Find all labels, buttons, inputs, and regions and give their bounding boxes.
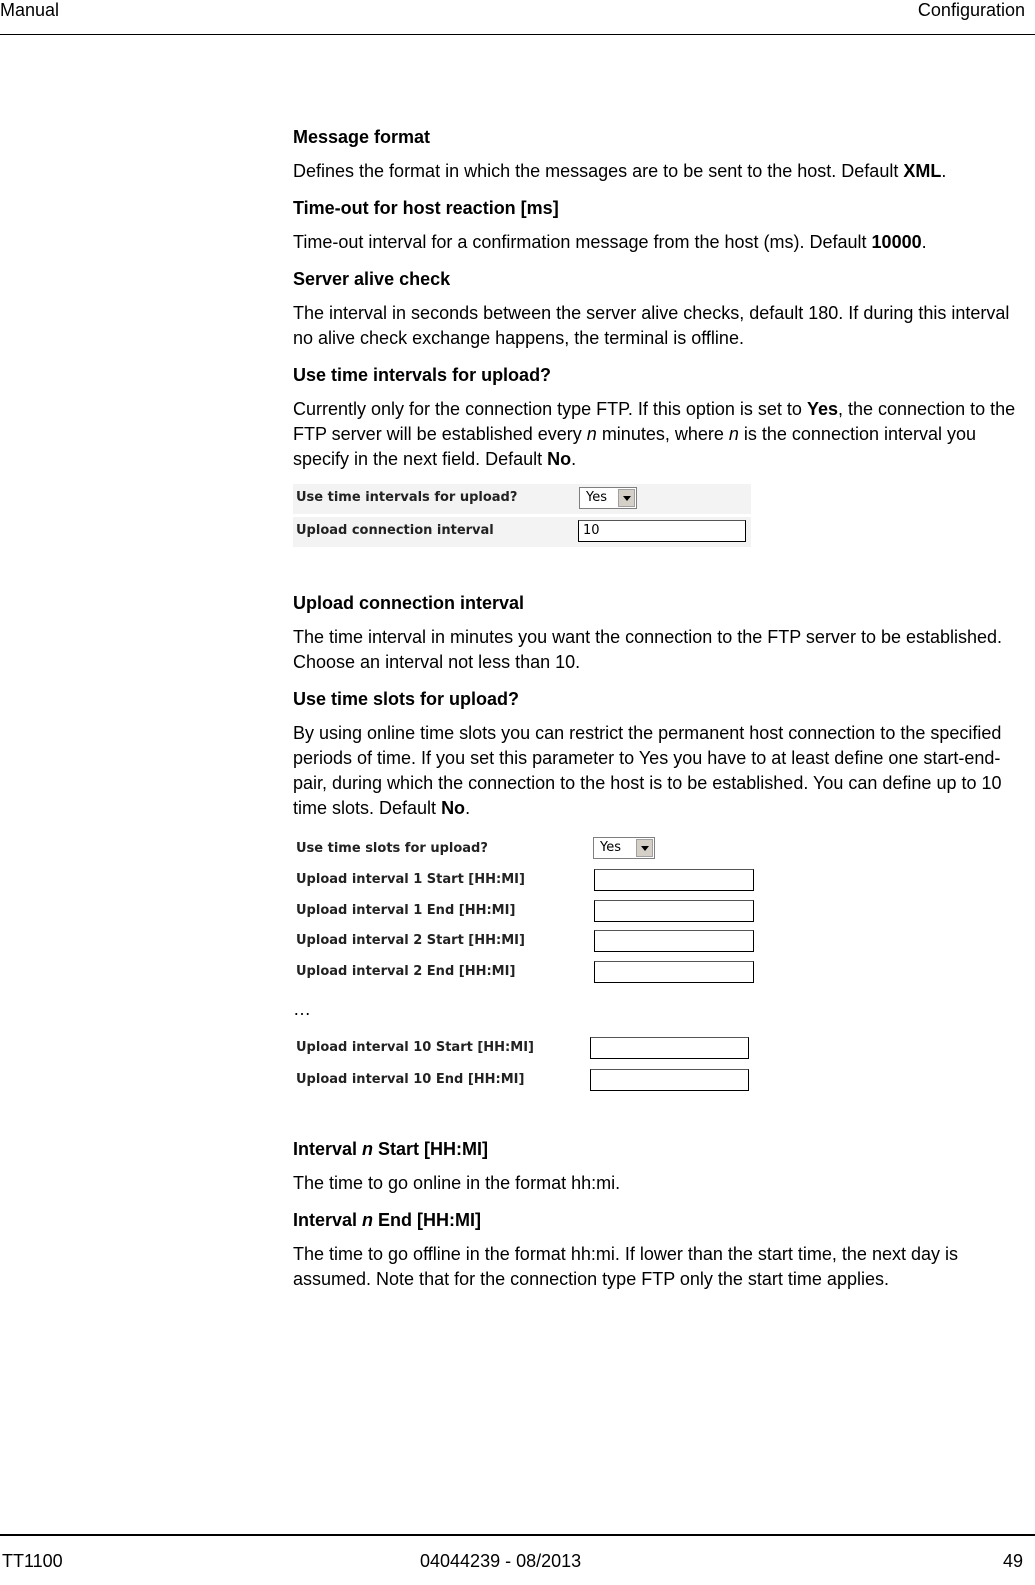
heading-use-slots: Use time slots for upload? <box>293 689 520 709</box>
time-slots-form <box>293 833 763 1095</box>
text-timeout-body: Time-out interval for a confirmation message from the host (ms). Default <box>293 232 872 252</box>
heading-timeout: Time-out for host reaction [ms] <box>293 198 559 218</box>
slot-input[interactable] <box>590 1069 749 1091</box>
text-use-slots-body: By using online time slots you can restrict the permanent host connection to the specified periods of time. If you set this parameter to Yes you have to at least define one start-end-pair, during which the connection to the host is to be established. You can define up to 10 time slots. Default <box>293 723 1002 818</box>
footer-product: TT1100 <box>2 1551 63 1571</box>
interval-settings-form <box>293 484 751 547</box>
heading-interval-start <box>293 1137 1023 1161</box>
slot-label: Upload interval 10 End [HH:MI] <box>296 1072 525 1087</box>
use-slots-select[interactable] <box>593 837 655 859</box>
page-header <box>0 0 1035 35</box>
text-timeout <box>293 230 1023 255</box>
use-intervals-label: Use time intervals for upload? <box>296 490 518 505</box>
var-n: n <box>586 424 597 444</box>
slot-label: Upload interval 2 Start [HH:MI] <box>296 933 525 948</box>
ellipsis: … <box>293 999 311 1019</box>
text-interval-end: The time to go offline in the format hh:mi. If lower than the start time, the next day is assumed. Note that for the connection type FTP only the start time applies. <box>293 1244 958 1289</box>
text-use-slots <box>293 721 1023 821</box>
chevron-down-icon[interactable] <box>636 839 653 857</box>
slot-input[interactable] <box>594 930 754 952</box>
interval-label: Upload connection interval <box>296 523 494 538</box>
page-footer <box>0 1534 1035 1585</box>
default-value: No <box>547 449 572 469</box>
text-part: minutes, where <box>596 424 729 444</box>
chevron-down-icon[interactable] <box>618 489 635 507</box>
heading-upload-interval: Upload connection interval <box>293 593 525 613</box>
header-right: Configuration <box>917 0 1025 20</box>
heading-message-format: Message format <box>293 127 431 147</box>
text-message-format-body: Defines the format in which the messages are to be sent to the host. Default <box>293 161 904 181</box>
text-part: is the connection interval you specify in the next field. Default <box>293 424 977 469</box>
slot-label: Upload interval 10 Start [HH:MI] <box>296 1040 534 1055</box>
footer-page: 49 <box>1002 1551 1023 1571</box>
heading-use-intervals: Use time intervals for upload? <box>293 365 552 385</box>
var-n: n <box>362 1139 374 1159</box>
title-part: Interval <box>293 1139 363 1159</box>
yes-value: Yes <box>806 399 838 419</box>
var-n: n <box>362 1210 374 1230</box>
text-use-intervals <box>293 397 1023 472</box>
form-row <box>293 517 751 547</box>
heading-server-alive: Server alive check <box>293 269 451 289</box>
header-left: Manual <box>0 0 60 20</box>
punct: . <box>921 232 927 252</box>
text-interval-start: The time to go online in the format hh:mi. <box>293 1173 621 1193</box>
slot-label: Upload interval 1 Start [HH:MI] <box>296 872 525 887</box>
title-part: End [HH:MI] <box>373 1210 482 1230</box>
default-value: XML <box>903 161 942 181</box>
use-intervals-select[interactable] <box>579 487 637 509</box>
default-value: No <box>441 798 466 818</box>
text-upload-interval: The time interval in minutes you want the connection to the FTP server to be established. Choose an interval not less than 10. <box>293 627 1003 672</box>
text-part: Currently only for the connection type FTP. If this option is set to <box>293 399 807 419</box>
select-value: Yes <box>600 840 621 855</box>
slot-label: Upload interval 1 End [HH:MI] <box>296 903 516 918</box>
heading-interval-end <box>293 1208 1023 1232</box>
title-part: Interval <box>293 1210 363 1230</box>
footer-docnum: 04044239 - 08/2013 <box>420 1551 582 1571</box>
punct: . <box>465 798 471 818</box>
text-part: , the connection to the FTP server will be established every <box>293 399 1016 444</box>
slot-input[interactable] <box>594 869 754 891</box>
slot-label: Upload interval 2 End [HH:MI] <box>296 964 516 979</box>
content <box>293 125 1023 1304</box>
use-slots-label: Use time slots for upload? <box>296 841 488 856</box>
default-value: 10000 <box>871 232 922 252</box>
interval-input[interactable]: 10 <box>578 520 746 542</box>
form-cell <box>575 484 751 514</box>
slot-input[interactable] <box>590 1037 749 1059</box>
text-server-alive: The interval in seconds between the server alive checks, default 180. If during this interval no alive check exchange happens, the terminal is offline. <box>293 303 1010 348</box>
form-cell <box>575 517 751 547</box>
punct: . <box>571 449 577 469</box>
slot-input[interactable] <box>594 900 754 922</box>
punct: . <box>941 161 947 181</box>
select-value: Yes <box>586 490 607 505</box>
text-message-format <box>293 159 1023 184</box>
var-n: n <box>728 424 739 444</box>
form-row <box>293 484 751 514</box>
title-part: Start [HH:MI] <box>373 1139 489 1159</box>
slot-input[interactable] <box>594 961 754 983</box>
